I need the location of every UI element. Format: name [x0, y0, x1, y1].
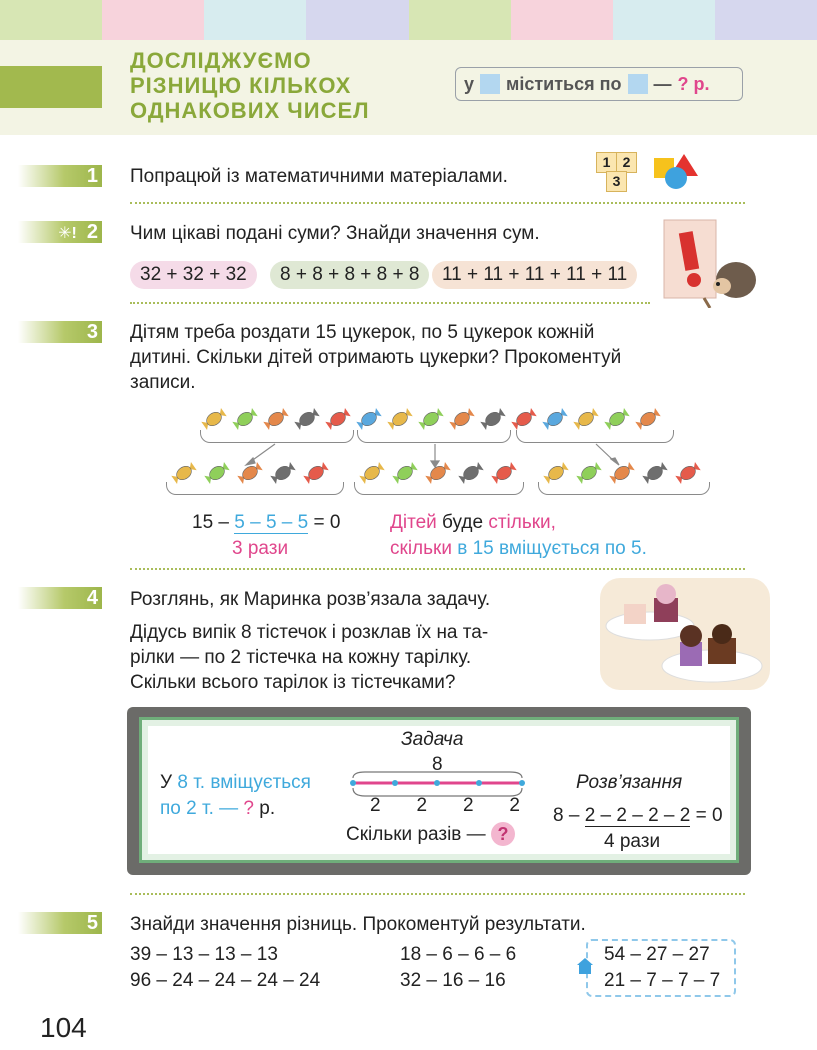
- task4-intro: Розглянь, як Маринка розв’язала задачу.: [130, 589, 491, 610]
- task4-problem: [130, 620, 580, 695]
- attention-icon: ✳!: [58, 225, 77, 242]
- divider: [130, 893, 745, 895]
- group-brace: [354, 482, 524, 495]
- cakes-on-plates-illustration: [600, 578, 770, 690]
- expression: 18 – 6 – 6 – 6: [400, 944, 517, 965]
- total-number: 8: [432, 754, 443, 775]
- note-word: стільки,: [488, 512, 556, 533]
- page-title: [130, 48, 370, 123]
- group-brace: [538, 482, 710, 495]
- part-numbers: [370, 793, 520, 818]
- expression: 96 – 24 – 24 – 24 – 24: [130, 970, 321, 991]
- card-2: 2: [616, 152, 637, 173]
- candy-icon: [355, 408, 383, 430]
- task1-text: Попрацюй із математичними матеріалами.: [130, 166, 508, 187]
- hint-question: ? р.: [677, 73, 710, 94]
- divider: [130, 302, 650, 304]
- color-stripe: [511, 0, 613, 40]
- card-1: 1: [596, 152, 617, 173]
- candy-icon: [634, 408, 662, 430]
- task-number-2: [18, 221, 102, 243]
- divider: [130, 568, 745, 570]
- word: р.: [259, 798, 276, 819]
- group-brace: [166, 482, 344, 495]
- hint-word-u: у: [464, 73, 475, 94]
- word: —: [219, 798, 239, 819]
- word: У: [160, 772, 173, 793]
- task-number-4: 4: [18, 587, 102, 609]
- color-stripe: [204, 0, 306, 40]
- divider: [130, 202, 745, 204]
- color-stripe: [715, 0, 817, 40]
- candy-icon: [324, 408, 352, 430]
- task-number-3: 3: [18, 321, 102, 343]
- page-number: 104: [40, 1012, 87, 1043]
- title-line-3: ОДНАКОВИХ ЧИСЕЛ: [130, 98, 370, 123]
- house-icon: [578, 958, 592, 976]
- sol-end: = 0: [695, 805, 723, 826]
- task2-text: Чим цікаві подані суми? Знайди значення сум.: [130, 223, 540, 244]
- task5-text: Знайди значення різниць. Прокоментуй результати.: [130, 914, 586, 935]
- blank-square-icon: [628, 74, 648, 94]
- board-left-line-2: [160, 796, 275, 821]
- task-number-5: 5: [18, 912, 102, 934]
- candy-icon: [386, 408, 414, 430]
- sol-twos: 2 – 2 – 2 – 2: [584, 805, 691, 826]
- sum-pill-3: 11 + 11 + 11 + 11 + 11: [432, 261, 637, 289]
- word: ?: [243, 798, 254, 819]
- expression: 21 – 7 – 7 – 7: [604, 970, 721, 991]
- expression: 39 – 13 – 13 – 13: [130, 944, 278, 965]
- color-stripe: [409, 0, 511, 40]
- task2-num: 2: [86, 221, 98, 243]
- task-number-1: 1: [18, 165, 102, 187]
- note-word: Дітей: [390, 512, 437, 533]
- candy-icon: [293, 408, 321, 430]
- note-word: скільки: [390, 538, 452, 559]
- problem-line-2: рілки — по 2 тістечка на кожну тарілку.: [130, 647, 472, 668]
- sum-pill-2: 8 + 8 + 8 + 8 + 8: [270, 261, 429, 289]
- task3-note-line-1: [390, 510, 556, 535]
- part-number: 2: [462, 795, 474, 816]
- task3-text: [130, 320, 621, 395]
- sol-start: 8 –: [553, 805, 580, 826]
- number-cards-icon: [594, 150, 644, 192]
- candy-icon: [572, 408, 600, 430]
- hint-dash: —: [653, 73, 672, 94]
- geometric-shapes-icon: [652, 152, 700, 190]
- solution-label: Розв’язання: [576, 772, 683, 793]
- header-accent-bar: [0, 66, 102, 108]
- part-number: 2: [509, 795, 520, 816]
- question-text: Скільки разів —: [346, 824, 486, 845]
- title-line-2: РІЗНИЦЮ КІЛЬКОХ: [130, 73, 352, 98]
- candy-icon: [603, 408, 631, 430]
- hint-text: міститься по: [506, 73, 622, 94]
- how-many-times-question: [346, 822, 515, 847]
- color-stripe: [102, 0, 204, 40]
- eq-start: 15 –: [192, 512, 229, 533]
- title-line-1: ДОСЛІДЖУЄМО: [130, 48, 312, 73]
- expression: 32 – 16 – 16: [400, 970, 506, 991]
- candy-icon: [200, 408, 228, 430]
- candy-icon: [510, 408, 538, 430]
- candy-icon: [448, 408, 476, 430]
- board-left-line-1: [160, 770, 311, 795]
- word: по 2 т.: [160, 798, 214, 819]
- part-number: 2: [416, 795, 428, 816]
- color-stripe: [0, 0, 102, 40]
- eq-fives: 5 – 5 – 5: [234, 512, 309, 533]
- word: 8 т. вміщується: [177, 772, 311, 793]
- problem-line-3: Скільки всього тарілок із тістечками?: [130, 672, 456, 693]
- sum-pill-1: 32 + 32 + 32: [130, 261, 257, 289]
- candy-icon: [231, 408, 259, 430]
- part-number: 2: [370, 795, 381, 816]
- solution-times: 4 рази: [604, 831, 661, 852]
- note-word: буде: [442, 512, 484, 533]
- solution-equation: [553, 803, 723, 828]
- color-stripe: [306, 0, 408, 40]
- task3-line-3: записи.: [130, 372, 196, 393]
- color-stripe: [613, 0, 715, 40]
- task3-equation: [192, 510, 340, 535]
- candy-icon: [541, 408, 569, 430]
- times-result: 3 рази: [232, 538, 289, 559]
- hedgehog-with-exclamation-sign-icon: [660, 212, 760, 308]
- problem-line-1: Дідусь випік 8 тістечок і розклав їх на та-: [130, 622, 489, 643]
- rule-hint-box: [455, 67, 743, 101]
- candy-icon: [479, 408, 507, 430]
- question-mark-icon: ?: [491, 822, 515, 846]
- task3-line-1: Дітям треба роздати 15 цукерок, по 5 цукерок кожній: [130, 322, 595, 343]
- note-word: в 15 вміщується по 5.: [457, 538, 647, 559]
- card-3: 3: [606, 171, 627, 192]
- expression: 54 – 27 – 27: [604, 944, 710, 965]
- top-color-stripes: [0, 0, 817, 40]
- candy-icon: [417, 408, 445, 430]
- group-arrows: [0, 440, 817, 470]
- candy-icon: [262, 408, 290, 430]
- task-label: Задача: [401, 729, 464, 750]
- task3-line-2: дитині. Скільки дітей отримають цукерки? Прокоментуй: [130, 347, 622, 368]
- task3-note-line-2: [390, 536, 647, 561]
- blank-square-icon: [480, 74, 500, 94]
- eq-end: = 0: [313, 512, 341, 533]
